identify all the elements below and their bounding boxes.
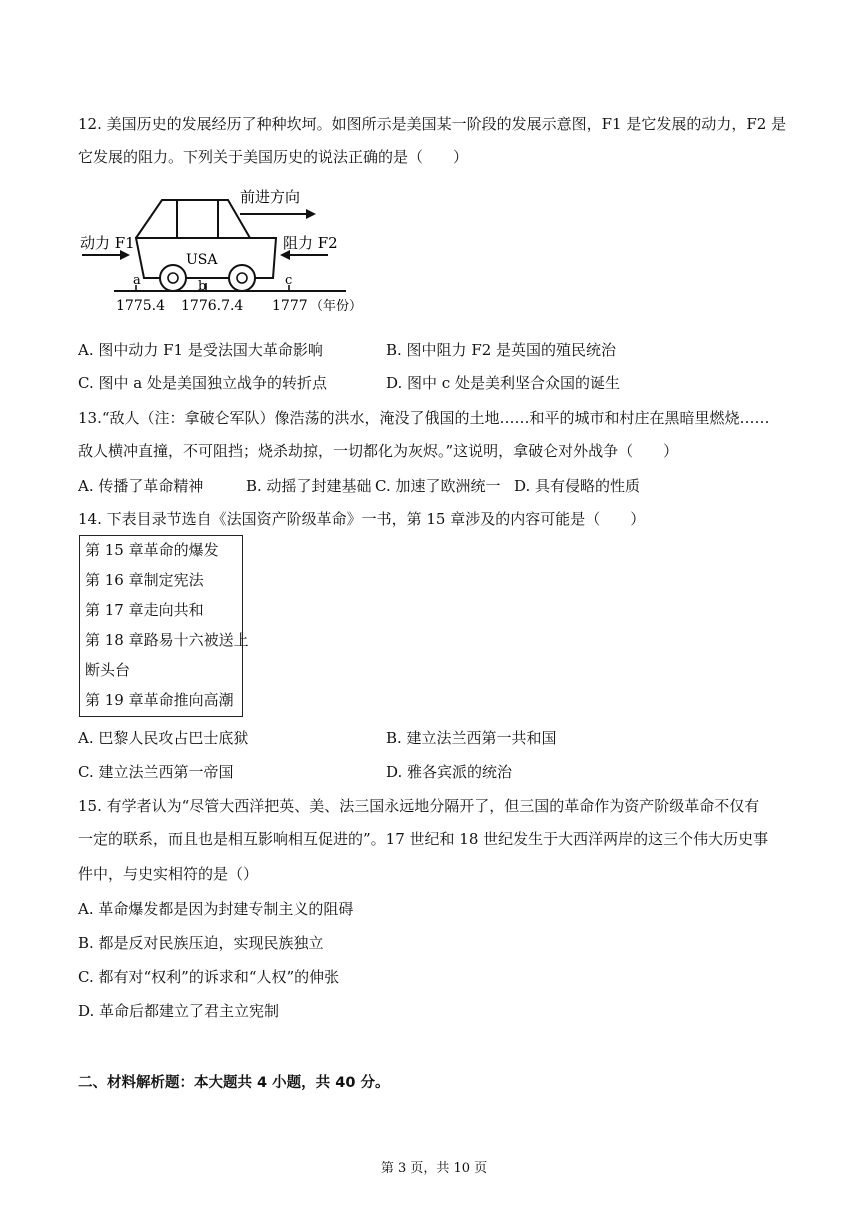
q15-option-d: D. 革命后都建立了君主立宪制: [78, 1002, 280, 1020]
date-1777: 1777: [272, 298, 308, 314]
q15-option-a: A. 革命爆发都是因为封建专制主义的阻碍: [78, 900, 354, 918]
q12-option-a: A. 图中动力 F1 是受法国大革命影响: [78, 341, 323, 359]
q13-option-d: D. 具有侵略的性质: [514, 477, 641, 495]
toc-item: 第 16 章制定宪法: [85, 571, 204, 589]
toc-item: 第 15 章革命的爆发: [85, 541, 219, 559]
car-label: USA: [186, 252, 218, 268]
q13-option-b: B. 动摇了封建基础: [246, 477, 372, 495]
mark-c: c: [285, 273, 293, 288]
page-footer: 第 3 页，共 10 页: [380, 1161, 488, 1176]
q15-stem-line1: 15. 有学者认为“尽管大西洋把英、美、法三国永远地分隔开了，但三国的革命作为资产阶级革命不仅有: [78, 797, 760, 815]
q12-option-c: C. 图中 a 处是美国独立战争的转折点: [78, 374, 327, 392]
mark-a: a: [133, 273, 141, 288]
force2-label: 阻力 F2: [283, 234, 338, 252]
toc-item: 第 18 章路易十六被送上: [85, 631, 249, 649]
q15-stem-line2: 一定的联系，而且也是相互影响相互促进的”。17 世纪和 18 世纪发生于大西洋两岸的这三个伟大历史事: [78, 830, 769, 848]
toc-item: 第 19 章革命推向高潮: [85, 691, 234, 709]
date-1775: 1775.4: [116, 298, 165, 314]
q15-option-c: C. 都有对“权利”的诉求和“人权”的伸张: [78, 968, 340, 986]
q12-option-d: D. 图中 c 处是美利坚合众国的诞生: [386, 374, 620, 392]
toc-item: 断头台: [85, 661, 131, 679]
q12-stem-line2: 它发展的阻力。下列关于美国历史的说法正确的是（ ）: [78, 148, 469, 166]
mark-b: b: [198, 279, 207, 294]
toc-item: 第 17 章走向共和: [85, 601, 204, 619]
direction-label: 前进方向: [240, 188, 301, 206]
table-of-contents: [79, 535, 249, 717]
q12-option-b: B. 图中阻力 F2 是英国的殖民统治: [386, 341, 617, 359]
date-1776: 1776.7.4: [181, 298, 244, 314]
q13-stem-line1: 13.“敌人（注：拿破仑军队）像浩荡的洪水，淹没了俄国的土地……和平的城市和村庄在黑暗里燃烧……: [78, 409, 770, 427]
q15-option-b: B. 都是反对民族压迫，实现民族独立: [78, 934, 324, 952]
section-heading: 二、材料解析题：本大题共 4 小题，共 40 分。: [78, 1075, 390, 1091]
q14-option-a: A. 巴黎人民攻占巴士底狱: [78, 729, 249, 747]
q12-stem-line1: 12. 美国历史的发展经历了种种坎坷。如图所示是美国某一阶段的发展示意图，F1 是它发展的动力，F2 是: [78, 115, 787, 133]
q13-option-a: A. 传播了革命精神: [78, 477, 204, 495]
usa-development-diagram: [78, 180, 378, 320]
q13-option-c: C. 加速了欧洲统一: [375, 477, 501, 495]
year-unit: （年份）: [310, 299, 363, 314]
q15-stem-line3: 件中，与史实相符的是（）: [78, 865, 259, 883]
force1-label: 动力 F1: [80, 234, 135, 252]
q13-stem-line2: 敌人横冲直撞，不可阻挡；烧杀劫掠，一切都化为灰烬。”这说明，拿破仑对外战争（ ）: [78, 442, 679, 460]
q14-stem: 14. 下表目录节选自《法国资产阶级革命》一书，第 15 章涉及的内容可能是（ ）: [78, 510, 646, 528]
q14-option-d: D. 雅各宾派的统治: [386, 763, 513, 781]
q14-option-b: B. 建立法兰西第一共和国: [386, 729, 557, 747]
q14-option-c: C. 建立法兰西第一帝国: [78, 763, 234, 781]
